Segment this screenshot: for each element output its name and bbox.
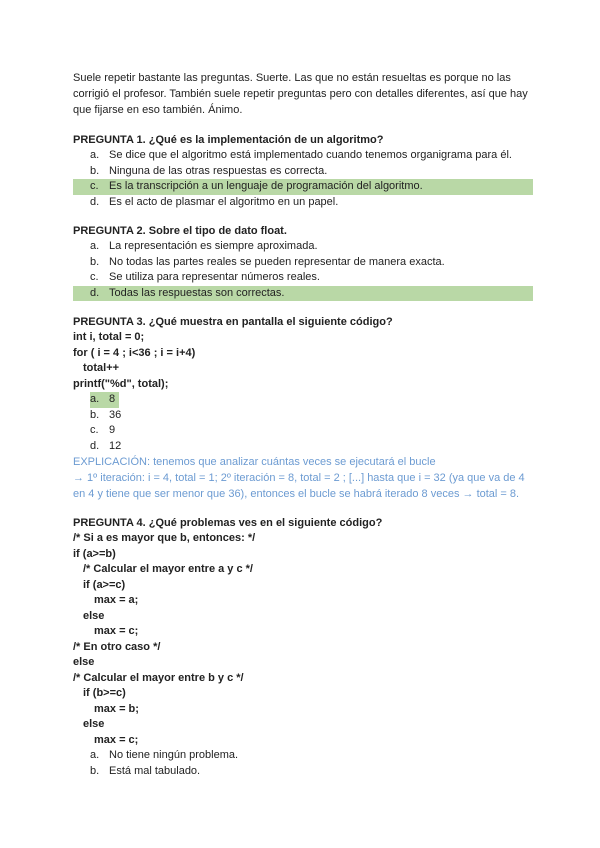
option-text: Está mal tabulado.	[109, 764, 201, 777]
question-1	[73, 132, 533, 210]
question-3-options	[73, 392, 533, 454]
code-line: max = c;	[94, 625, 139, 637]
explanation-body: → 1º iteración: i = 4, total = 1; 2º iteración = 8, total = 2 ; [...] hasta que i = 32 (ya que va de 4 en 4 y tiene que ser menor que 36), entonces el bucle se habrá iterado 8 veces → total = 8.	[73, 472, 525, 500]
option-text: Ninguna de las otras respuestas es correcta.	[109, 164, 328, 177]
option-item	[73, 439, 533, 455]
code-line: else	[83, 609, 105, 622]
option-item	[73, 239, 533, 255]
option-letter: b.	[90, 164, 100, 177]
code-line: total++	[83, 362, 120, 374]
option-letter: c.	[90, 424, 99, 436]
question-1-title: PREGUNTA 1. ¿Qué es la implementación de un algoritmo?	[73, 134, 384, 146]
option-letter: d.	[90, 286, 100, 299]
option-letter: a.	[90, 749, 100, 761]
option-letter: b.	[90, 255, 100, 268]
option-text: 36	[109, 408, 122, 421]
question-3-title: PREGUNTA 3. ¿Qué muestra en pantalla el siguiente código?	[73, 316, 393, 328]
option-text: 9	[109, 424, 116, 436]
code-line: /* Calcular el mayor entre b y c */	[73, 671, 244, 684]
code-line: int i, total = 0;	[73, 331, 145, 343]
option-text: No tiene ningún problema.	[109, 749, 239, 761]
option-letter: d.	[90, 195, 100, 208]
option-text: Es la transcripción a un lenguaje de programación del algoritmo.	[109, 180, 423, 192]
option-item	[73, 195, 533, 211]
option-item	[73, 270, 533, 286]
option-item	[73, 164, 533, 180]
option-text: No todas las partes reales se pueden representar de manera exacta.	[109, 255, 445, 268]
option-letter: a.	[90, 240, 100, 252]
question-4	[73, 515, 533, 779]
option-letter: a.	[90, 149, 100, 161]
option-letter: d.	[90, 439, 100, 452]
question-3	[73, 314, 533, 502]
option-item	[73, 748, 533, 764]
option-item	[73, 255, 533, 271]
code-line: /* Calcular el mayor entre a y c */	[83, 563, 253, 575]
code-line: if (b>=c)	[83, 687, 126, 699]
question-4-title: PREGUNTA 4. ¿Qué problemas ves en el siguiente código?	[73, 517, 383, 529]
code-line: /* En otro caso */	[73, 640, 161, 653]
option-item-correct	[73, 392, 533, 408]
question-2	[73, 223, 533, 301]
question-1-options	[73, 148, 533, 210]
explanation-heading: EXPLICACIÓN: tenemos que analizar cuántas veces se ejecutará el bucle	[73, 456, 436, 468]
code-line: max = a;	[94, 594, 139, 606]
correct-highlight	[90, 392, 119, 408]
option-text: Es el acto de plasmar el algoritmo en un papel.	[109, 195, 339, 208]
option-text: 12	[109, 439, 122, 452]
option-text: La representación es siempre aproximada.	[109, 240, 318, 252]
code-line: else	[83, 718, 105, 730]
option-letter: a.	[90, 393, 100, 405]
option-item	[73, 764, 533, 780]
code-line: max = b;	[94, 702, 139, 715]
option-item-correct	[73, 286, 533, 302]
option-letter: c.	[90, 271, 99, 283]
question-2-options	[73, 239, 533, 301]
option-letter: c.	[90, 180, 99, 192]
code-line: max = c;	[94, 733, 139, 746]
option-text: Todas las respuestas son correctas.	[109, 286, 285, 299]
intro-paragraph: Suele repetir bastante las preguntas. Suerte. Las que no están resueltas es porque no las corrigió el profesor. También suele repetir preguntas pero con detalles diferentes, así que hay que fijarse en eso también. Ánimo.	[73, 72, 528, 116]
code-line: if (a>=c)	[83, 578, 126, 591]
code-line: else	[73, 656, 95, 668]
question-4-options	[73, 748, 533, 779]
code-line: if (a>=b)	[73, 547, 116, 560]
option-letter: b.	[90, 408, 100, 421]
option-letter: b.	[90, 764, 100, 777]
option-text: Se utiliza para representar números reales.	[109, 271, 320, 283]
document-page	[73, 70, 533, 792]
option-item	[73, 148, 533, 164]
code-line: /* Si a es mayor que b, entonces: */	[73, 532, 256, 544]
option-text: Se dice que el algoritmo está implementado cuando tenemos organigrama para él.	[109, 149, 512, 161]
option-item	[73, 408, 533, 424]
option-item-correct	[73, 179, 533, 195]
code-line: printf("%d", total);	[73, 377, 169, 390]
code-line: for ( i = 4 ; i<36 ; i = i+4)	[73, 346, 196, 359]
option-text: 8	[109, 393, 116, 405]
option-item	[73, 423, 533, 439]
question-2-title: PREGUNTA 2. Sobre el tipo de dato float.	[73, 225, 287, 237]
